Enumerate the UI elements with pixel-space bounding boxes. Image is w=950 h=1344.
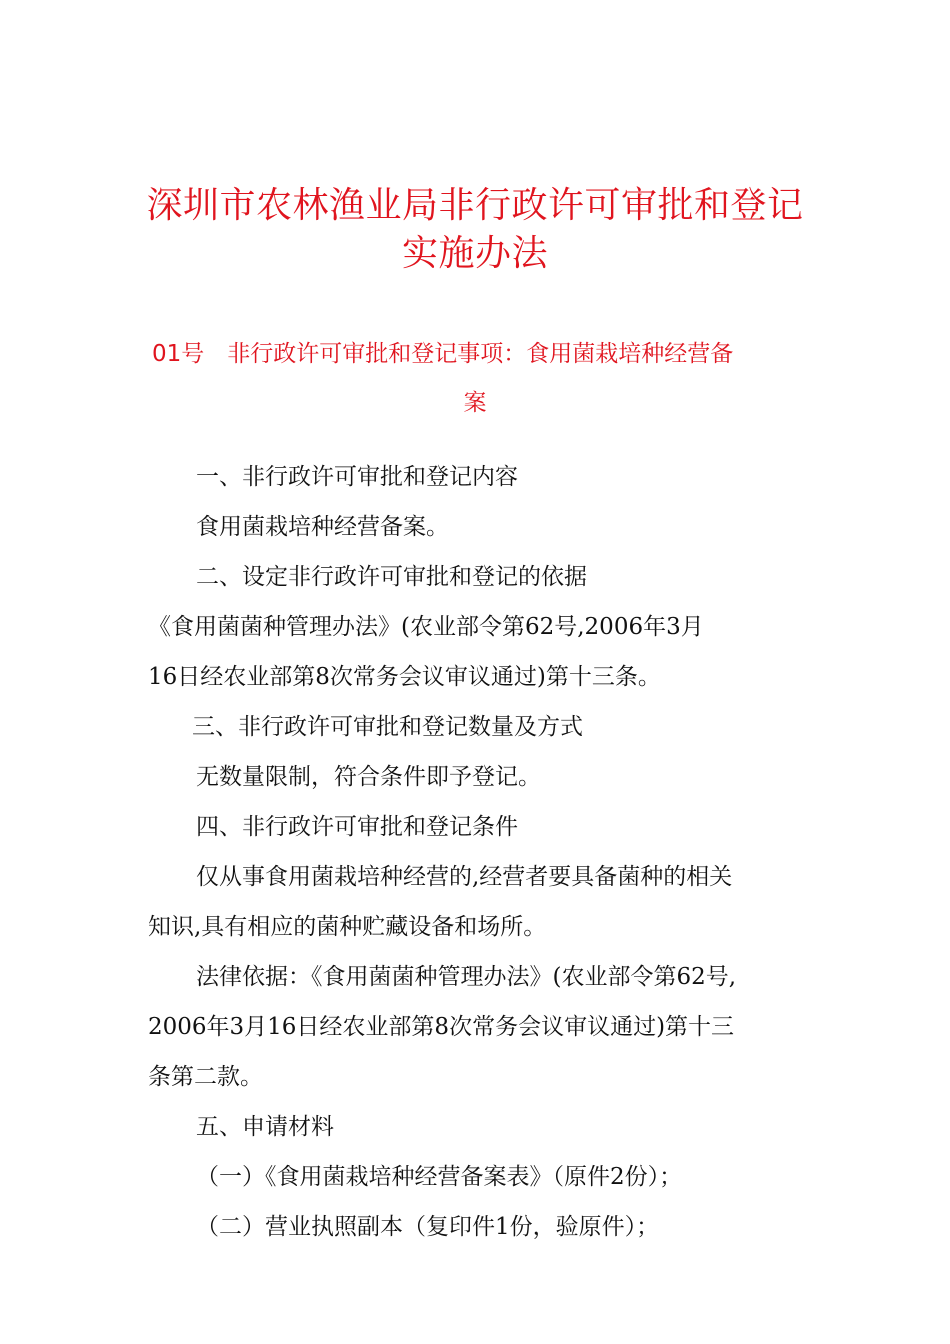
section-1-heading: 一、非行政许可审批和登记内容: [196, 464, 518, 490]
document-title-line-2: 实施办法: [401, 233, 548, 274]
section-5-heading: 五、申请材料: [196, 1114, 334, 1140]
item-subtitle-line-2: 案: [463, 390, 487, 416]
section-5-item-1: （一）《食用菌栽培种经营备案表》（原件2份）；: [196, 1164, 683, 1190]
section-4-body-line-2: 知识,具有相应的菌种贮藏设备和场所。: [148, 914, 547, 940]
section-2-heading: 二、设定非行政许可审批和登记的依据: [196, 564, 587, 590]
section-3-heading: 三、非行政许可审批和登记数量及方式: [192, 714, 583, 740]
section-2-body-line-1: 《食用菌菌种管理办法》(农业部令第62号,2006年3月: [148, 614, 704, 640]
document-title-line-1: 深圳市农林渔业局非行政许可审批和登记: [146, 185, 804, 226]
section-3-body: 无数量限制，符合条件即予登记。: [196, 764, 541, 790]
section-4-law-line-3: 条第二款。: [148, 1064, 263, 1090]
section-1-body: 食用菌栽培种经营备案。: [196, 514, 449, 540]
section-4-heading: 四、非行政许可审批和登记条件: [196, 814, 518, 840]
section-5-item-2: （二）营业执照副本（复印件1份，验原件）；: [196, 1214, 660, 1240]
section-2-body-line-2: 16日经农业部第8次常务会议审议通过)第十三条。: [148, 664, 661, 690]
section-4-law-line-2: 2006年3月16日经农业部第8次常务会议审议通过)第十三: [148, 1014, 735, 1040]
item-subtitle-line-1: 01号 非行政许可审批和登记事项：食用菌栽培种经营备: [152, 341, 734, 367]
section-4-body-line-1: 仅从事食用菌栽培种经营的,经营者要具备菌种的相关: [196, 864, 733, 890]
section-4-law-line-1: 法律依据：《食用菌菌种管理办法》(农业部令第62号,: [196, 964, 737, 990]
